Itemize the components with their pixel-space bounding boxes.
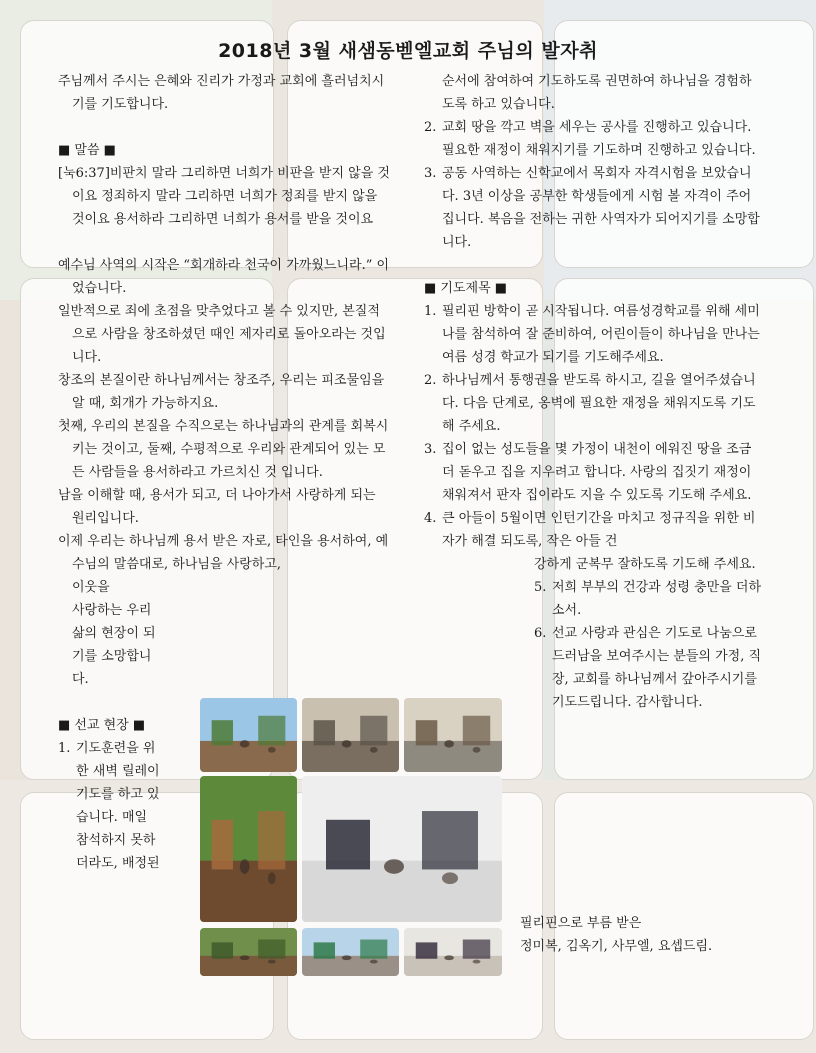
item-number: 2. bbox=[424, 373, 437, 388]
sermon-paragraph: 첫째, 우리의 본질을 수직으로는 하나님과의 관계를 회복시키는 것이고, 둘째, 수평적으로 우리와 관계되어 있는 모든 사람들을 용서하라고 가르치신 것 입니다. bbox=[58, 419, 389, 480]
photo-collage bbox=[200, 698, 502, 976]
item-text: 집이 없는 성도들을 몇 가정이 내천이 에워진 땅을 조금 더 돋우고 집을 지우려고 합니다. 사랑의 집짓기 재정이 채워져서 판자 집이라도 지을 수 있도록 기도해 주세요. bbox=[442, 442, 752, 503]
prayer-item bbox=[534, 622, 762, 714]
mission-item bbox=[424, 116, 762, 162]
mission-continued: 순서에 참여하여 기도하도록 권면하여 하나님을 경험하도록 하고 있습니다. bbox=[442, 74, 752, 112]
prayer-item bbox=[424, 300, 762, 369]
library-study-room-photo bbox=[302, 776, 502, 922]
tree-shade-photo bbox=[200, 928, 297, 976]
prayer-item bbox=[424, 438, 762, 507]
sermon-paragraph: 남을 이해할 때, 용서가 되고, 더 나아가서 사랑하게 되는 원리입니다. bbox=[58, 488, 376, 526]
prayer-item bbox=[424, 369, 762, 438]
mission-list bbox=[424, 116, 762, 254]
scripture-text: [눅6:37]비판치 말라 그리하면 너희가 비판을 받지 않을 것이요 정죄하지 말라 그리하면 너희가 정죄를 받지 않을 것이요 용서하라 그리하면 너희가 용서를 받을 것이요 bbox=[58, 166, 390, 227]
mission-item-line: 참석하지 못하 bbox=[76, 833, 156, 848]
signoff-names: 정미복, 김옥기, 사무엘, 요셉드림. bbox=[520, 939, 713, 954]
mission-item-line: 기도훈련을 위 bbox=[76, 741, 156, 756]
mission-item-number: 1. bbox=[58, 741, 71, 756]
green-gate-photo bbox=[302, 928, 399, 976]
item-number: 2. bbox=[424, 120, 437, 135]
item-number: 5. bbox=[534, 580, 547, 595]
children-gathering-photo bbox=[302, 698, 399, 772]
sermon-paragraph: 이제 우리는 하나님께 용서 받은 자로, 타인을 용서하여, 예수님의 말씀대로, 하나님을 사랑하고, bbox=[58, 534, 389, 572]
library-shelves-photo bbox=[404, 928, 502, 976]
sermon-paragraph: 예수님 사역의 시작은 “회개하라 천국이 가까웠느니라.” 이었습니다. bbox=[58, 258, 390, 296]
item-number: 3. bbox=[424, 442, 437, 457]
sermon-line: 이웃을 bbox=[72, 580, 110, 595]
prayer-heading: ■ 기도제목 ■ bbox=[424, 281, 508, 296]
prayer-item bbox=[424, 507, 762, 553]
page-title: 2018년 3월 새샘동벧엘교회 주님의 발자취 bbox=[218, 40, 598, 62]
village-path-photo bbox=[200, 698, 297, 772]
prayer-item bbox=[534, 576, 762, 622]
signoff bbox=[520, 912, 780, 958]
prayer-list-more bbox=[534, 576, 762, 714]
item-text: 교회 땅을 깍고 벽을 세우는 공사를 진행하고 있습니다. 필요한 재정이 채워지기를 기도하며 진행하고 있습니다. bbox=[442, 120, 756, 158]
item-number: 6. bbox=[534, 626, 547, 641]
sermon-line: 사랑하는 우리 bbox=[72, 603, 152, 618]
prayer-list bbox=[424, 300, 762, 553]
mission-item-line: 습니다. 매일 bbox=[76, 810, 148, 825]
sermon-line: 기를 소망합니 bbox=[72, 649, 152, 664]
mission-heading: ■ 선교 현장 ■ bbox=[58, 718, 146, 733]
item-text: 저희 부부의 건강과 성령 충만을 더하소서. bbox=[552, 580, 762, 618]
prayer-item-continued: 강하게 군복무 잘하도록 기도해 주세요. bbox=[534, 557, 756, 572]
intro-text: 주님께서 주시는 은혜와 진리가 가정과 교회에 흘러넘치시기를 기도합니다. bbox=[58, 74, 385, 112]
seated-meeting-photo bbox=[404, 698, 502, 772]
mission-item bbox=[424, 162, 762, 254]
mission-item-line: 더라도, 배정된 bbox=[76, 856, 160, 871]
mission-item-line: 한 새벽 릴레이 bbox=[76, 764, 160, 779]
item-number: 1. bbox=[424, 304, 437, 319]
mission-item-line: 기도를 하고 있 bbox=[76, 787, 160, 802]
tree-and-wall-photo bbox=[200, 776, 297, 922]
sermon-paragraph: 일반적으로 죄에 초점을 맞추었다고 볼 수 있지만, 본질적으로 사람을 창조하셨던 때인 제자리로 돌아오라는 것입니다. bbox=[58, 304, 386, 365]
item-text: 필리핀 방학이 곧 시작됩니다. 여름성경학교를 위해 세미나를 참석하여 잘 준비하여, 어린이들이 하나님을 만나는 여름 성경 학교가 되기를 기도해주세요. bbox=[442, 304, 760, 365]
sermon-paragraph: 창조의 본질이란 하나님께서는 창조주, 우리는 피조물임을 알 때, 회개가 가능하지요. bbox=[58, 373, 385, 411]
item-number: 4. bbox=[424, 511, 437, 526]
item-text: 큰 아들이 5월이면 인턴기간을 마치고 정규직을 위한 비자가 해결 되도록, 작은 아들 건 bbox=[442, 511, 756, 549]
word-heading: ■ 말씀 ■ bbox=[58, 143, 116, 158]
sermon-line: 다. bbox=[72, 672, 89, 687]
item-text: 공동 사역하는 신학교에서 목회자 자격시험을 보았습니다. 3년 이상을 공부한 학생들에게 시험 볼 자격이 주어집니다. 복음을 전하는 귀한 사역자가 되어지기를 소망합니다. bbox=[442, 166, 760, 250]
signoff-line: 필리핀으로 부름 받은 bbox=[520, 916, 642, 931]
right-column bbox=[424, 70, 762, 714]
sermon-line: 삶의 현장이 되 bbox=[72, 626, 156, 641]
item-number: 3. bbox=[424, 166, 437, 181]
item-text: 하나님께서 통행권을 받도록 하시고, 길을 열어주셨습니다. 다음 단계로, 옹벽에 필요한 재정을 채워지도록 기도해 주세요. bbox=[442, 373, 756, 434]
item-text: 선교 사랑과 관심은 기도로 나눔으로 드러남을 보여주시는 분들의 가정, 직장, 교회를 하나님께서 갚아주시기를 기도드립니다. 감사합니다. bbox=[552, 626, 762, 710]
